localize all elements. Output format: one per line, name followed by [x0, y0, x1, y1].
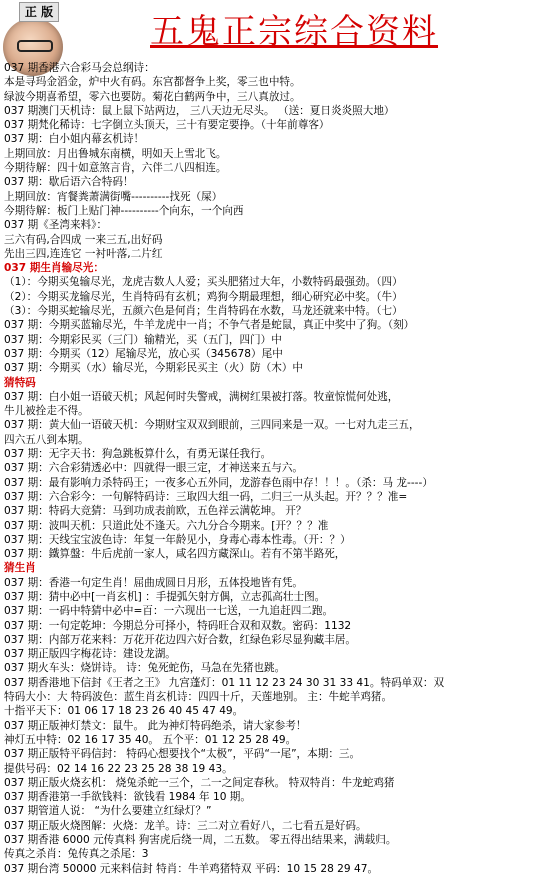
text-line: 037 期：最有影响力杀特码王；一夜多心五外同，龙游春色雨中存！！！。（杀：马 龙----）	[4, 476, 433, 489]
text-line: 037 期：鐵算盤：牛后虎前一家人，咸名四方藏深山。若有不第半路死，	[4, 548, 346, 561]
text-line: 037 期：歇后语六合特码！	[4, 176, 134, 189]
page-title: 五鬼正宗综合资料	[150, 12, 438, 52]
text-line: 037 期：猜中必中[一肖玄机] ：手提弧矢射方偶，立志孤高壮士图。	[4, 590, 326, 603]
text-line: 037 期：一码中特猜中必中=百：一六现出一七送，一九追赶四二跑。	[4, 605, 334, 618]
text-line: 传真之杀肖：兔传真之杀尾：3	[4, 848, 149, 861]
text-line: 上期回放：宵餐粪萧满街嘴----------找死（屎）	[4, 190, 223, 203]
text-line: 037 期：今期买蓝输尽光，牛羊龙虎中一肖；不争气者是蛇鼠，真正中奖中了狗。（刻）	[4, 319, 415, 332]
text-line: 037 期澳门天机诗：鼠上鼠下站两边， 三八天边无尽头。 （送：夏日炎炎照大地）	[4, 104, 395, 117]
text-line: 上期回放：月出鲁城东南横，明如天上雪北飞。	[4, 147, 227, 160]
text-line: 神灯五中特：02 16 17 35 40。 五个平：01 12 25 28 49。	[4, 733, 297, 746]
text-line: 037 期管道人说： “为什么要建立红绿灯？”	[4, 805, 212, 818]
text-line: 037 期《圣湾来料》：	[4, 219, 108, 232]
text-line: 今期待解：四十如意煞言肯，六伴二八四相连。	[4, 162, 227, 175]
section-heading: 猜特码	[4, 376, 36, 389]
text-line: 三六有码,合四成 一来三五,出好码	[4, 233, 163, 246]
glasses-icon	[17, 40, 53, 52]
text-line: 037 期：白小姐一语破天机；风起何时失警戒，满树红果被打落。牧童惊慌何处逃，	[4, 390, 399, 403]
text-line: 037 期香港地下信封《王者之王》 九宫蓬灯：01 11 12 23 24 30 31 33 41。特码单双：双	[4, 676, 445, 689]
text-line: 四六五八到本期。	[4, 433, 89, 446]
text-line: 先出三四,连连它 一衬叶落,二片红	[4, 247, 163, 260]
text-line: 037 期香港 6000 元传真料 狗害虎后绕一周，二五数。 零五得出结果来，满载归。	[4, 834, 397, 847]
text-line: 提供号码：02 14 16 22 23 25 28 38 19 43。	[4, 762, 233, 775]
text-line: 037 期正版特平码信封： 特码心想要找个“太极”，平码“一尾”，本期：三。	[4, 748, 361, 761]
text-line: 037 期正版火烧图解：火烧：龙羊。诗：三二对立看好八，二七看五是好码。	[4, 819, 367, 832]
text-line: 037 期：香港一句定生肖！屈曲成圆日月形，五体投地皆有凭。	[4, 576, 304, 589]
text-line: 037 期：内部万花来料：万花开花边四六好合数，红绿色彩尽显狗藏丰居。	[4, 633, 356, 646]
text-line: 037 期：黄大仙一语破天机：今期财宝双双到眼前，三四同来是一双。一七对九走三五，	[4, 419, 420, 432]
text-line: 037 期：一句定乾坤：今期总分可择小，特码旺合双和双数。密码：1132	[4, 619, 352, 632]
text-line: 037 期：无字天书：狗急跳板算什么，有勇无谋任我行。	[4, 448, 272, 461]
article-body	[4, 61, 548, 876]
text-line: 037 期：六合彩猜透必中：四就得一眼三定，才神送来五与六。	[4, 462, 304, 475]
text-line: 037 期：天线宝宝波色诗：年复一年龄见小，身毒心毒本性毒。（开：？）	[4, 533, 351, 546]
text-line: （3）：今期买蛇输尽光，五颜六色是何肖；生肖特码在水数，马龙还就来中特。（七）	[4, 305, 403, 318]
text-line: 037 期：白小姐内幕玄机诗！	[4, 133, 145, 146]
text-line: 037 期：特码大竞猜：马到功成表前欧，五色祥云满乾坤。 开？	[4, 505, 307, 518]
edition-badge: 正 版	[19, 2, 59, 22]
text-line: 037 期：波叫天机：只道此处不逢天。六九分合今期来。[开？？？准	[4, 519, 329, 532]
section-heading: 037 期生肖输尽光：	[4, 262, 104, 275]
text-line: （1）：今期买兔输尽光，龙虎吉数人人爱；买头肥猪过大年，小数特码最强劲。（四）	[4, 276, 403, 289]
text-line: 牛儿被拴走不得。	[4, 405, 89, 418]
text-line: 今期待解：板门上贴门神----------个向东，一个向西	[4, 204, 244, 217]
text-line: 037 期：今期彩民买（三门）输精光，买（五门，四门）中	[4, 333, 282, 346]
text-line: 037 期正版火烧玄机： 烧兔杀蛇一三个，二一之间定春秋。 特双特肖：牛龙蛇鸡猪	[4, 776, 395, 789]
text-line: 037 期香港六合彩马会总纲诗：	[4, 62, 155, 74]
header	[0, 0, 550, 60]
text-line: 037 期：六合彩今：一句解特码诗：三取四大组一码，二归三一从头起。开？？？准=	[4, 490, 408, 503]
text-line: 037 期梵化稀诗：七字倒立头顶天，三十有要定要挣。（十年前尊客）	[4, 119, 330, 132]
text-line: 037 期台湾 50000 元来料信封 特肖：牛羊鸡猪特双 平码：10 15 28 29 47。	[4, 862, 379, 875]
text-line: 特码大小：大 特码波色：蓝生肖玄机诗：四四十斤，天莲地别。 主：牛蛇羊鸡猪。	[4, 691, 393, 704]
text-line: （2）：今期买龙输尽光，生肖特码有玄机；鸡狗今期最理想，细心研究必中奖。（牛）	[4, 290, 403, 303]
text-line: 037 期正版四字梅花诗：建设龙湖。	[4, 648, 176, 661]
text-line: 绿波今期喜希望，零六也要防。菊花白鹤两争中，三八真放过。	[4, 90, 301, 103]
text-line: 037 期：今期买（水）输尽光，今期彩民买主（火）防（木）中	[4, 362, 304, 375]
text-line: 本是寻玛金滔金，炉中火有码。东宫都督争上奖，零三也中特。	[4, 76, 301, 89]
text-line: 037 期火车头：烧饼诗。 诗：兔死蛇伤，马急在先猪也跳。	[4, 662, 286, 675]
text-line: 十指平天下：01 06 17 18 23 26 40 45 47 49。	[4, 705, 244, 718]
text-line: 037 期香港第一手欲钱料：欲钱看 1984 年 10 期。	[4, 791, 251, 804]
text-line: 037 期：今期买（12）尾输尽光，放心买（345678）尾中	[4, 347, 283, 360]
text-line: 037 期正版神灯禁文：鼠牛。 此为神灯特码绝杀，请大家参考！	[4, 719, 307, 732]
section-heading: 猜生肖	[4, 562, 36, 575]
